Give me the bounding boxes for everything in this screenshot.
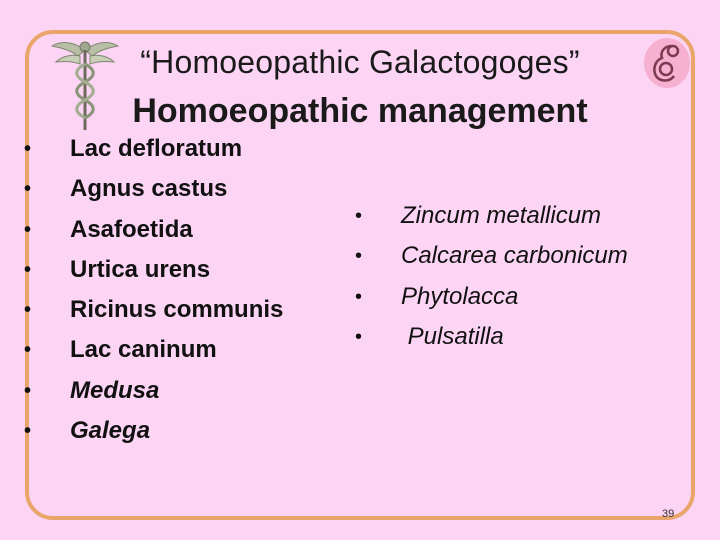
right-remedy-list [355, 196, 628, 357]
bullet-icon: • [24, 138, 32, 160]
slide-subtitle: Homoeopathic management [132, 92, 588, 130]
page-number: 39 [662, 508, 675, 520]
bullet-icon: • [24, 299, 32, 322]
bullet-icon: • [24, 178, 32, 201]
bullet-icon: • [24, 420, 32, 443]
left-remedy-list [24, 129, 283, 451]
list-item: • Asafoetida [24, 210, 283, 250]
list-item: • Medusa [24, 371, 283, 411]
list-item: • Zincum metallicum [355, 196, 628, 236]
list-item: • Phytolacca [355, 277, 628, 317]
bullet-icon: • [24, 258, 32, 281]
bullet-icon: • [24, 379, 32, 402]
bullet-icon: • [355, 205, 363, 227]
slide-title: “Homoeopathic Galactogoges” [140, 44, 580, 80]
bullet-icon: • [24, 218, 32, 241]
list-item: • Galega [24, 411, 283, 451]
list-item: • Pulsatilla [355, 317, 628, 357]
bullet-icon: • [24, 339, 32, 362]
bullet-icon: • [355, 285, 363, 308]
bullet-icon: • [355, 325, 363, 348]
bullet-icon: • [355, 245, 363, 268]
list-item: • Lac caninum [24, 330, 283, 370]
list-item: • Ricinus communis [24, 290, 283, 330]
list-item: • Agnus castus [24, 169, 283, 209]
list-item: • Calcarea carbonicum [355, 236, 628, 276]
list-item: • Urtica urens [24, 250, 283, 290]
list-item: • Lac defloratum [24, 129, 283, 169]
